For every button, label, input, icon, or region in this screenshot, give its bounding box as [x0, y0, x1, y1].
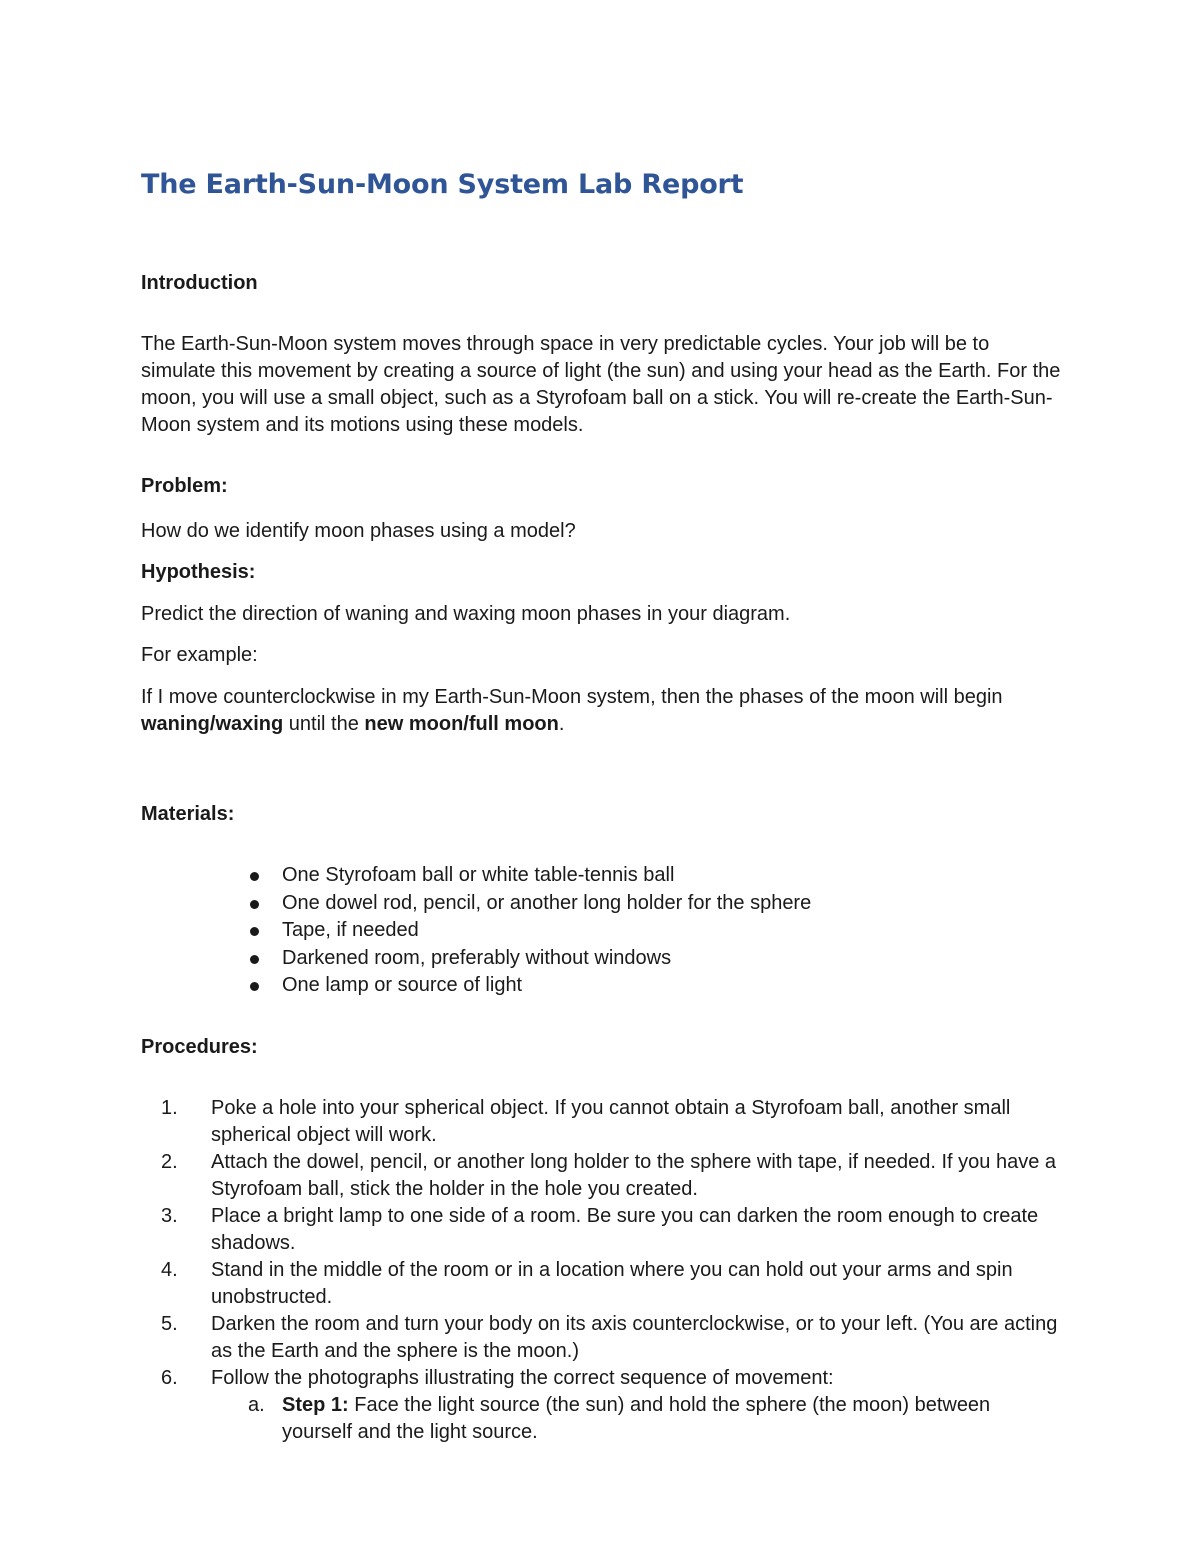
substep-letter: a.	[248, 1393, 265, 1416]
example-part-1: If I move counterclockwise in my Earth-Sun-Moon system, then the phases of the moon will begin	[141, 686, 1003, 708]
step-text: Attach the dowel, pencil, or another long holder to the sphere with tape, if needed. If you have a Styrofoam ball, stick the holder in the hole you created.	[211, 1150, 1056, 1200]
material-label: One lamp or source of light	[282, 974, 523, 996]
hypothesis-heading: Hypothesis:	[141, 561, 256, 583]
step-number: 2.	[161, 1150, 178, 1173]
step-text: Place a bright lamp to one side of a room. Be sure you can darken the room enough to create shadows.	[211, 1204, 1039, 1254]
list-item	[141, 945, 1061, 973]
bullet-icon	[250, 872, 259, 881]
bullet-icon	[250, 982, 259, 991]
list-item	[141, 862, 1061, 890]
material-label: One Styrofoam ball or white table-tennis ball	[282, 864, 675, 886]
example-part-3: .	[558, 713, 565, 735]
procedure-step	[141, 1311, 1061, 1365]
step-text: Stand in the middle of the room or in a location where you can hold out your arms and spin unobstructed.	[211, 1258, 1013, 1308]
procedure-step	[141, 1365, 1061, 1446]
materials-list	[141, 862, 1061, 1000]
problem-text: How do we identify moon phases using a model?	[141, 520, 576, 542]
substeps-list	[211, 1392, 1061, 1446]
procedure-substep	[211, 1392, 1061, 1446]
list-item	[141, 917, 1061, 945]
bullet-icon	[250, 955, 259, 964]
procedure-step	[141, 1203, 1061, 1257]
example-part-2: until the	[283, 713, 365, 735]
list-item	[141, 972, 1061, 1000]
procedures-heading: Procedures:	[141, 1035, 258, 1058]
step-text: Darken the room and turn your body on its axis counterclockwise, or to your left. (You are acting as the Earth and the sphere is the moon.)	[211, 1312, 1058, 1362]
example-label: For example:	[141, 644, 258, 666]
step-number: 1.	[161, 1096, 178, 1119]
step-text: Poke a hole into your spherical object. If you cannot obtain a Styrofoam ball, another small spherical object will work.	[211, 1096, 1011, 1146]
introduction-text: The Earth-Sun-Moon system moves through space in very predictable cycles. Your job will be to simulate this movement by creating a source of light (the sun) and using your head as the Earth. For the moon, you will use a small object, such as a Styrofoam ball on a stick. You will re-create the Earth-Sun-Moon system and its motions using these models.	[141, 333, 1061, 436]
substep-label: Step 1:	[282, 1393, 349, 1416]
material-label: Tape, if needed	[282, 919, 419, 941]
document-title: The Earth-Sun-Moon System Lab Report	[141, 169, 744, 200]
procedure-step	[141, 1149, 1061, 1203]
material-label: Darkened room, preferably without windows	[282, 946, 672, 969]
step-number: 6.	[161, 1366, 178, 1389]
example-text	[141, 684, 1061, 738]
procedure-step	[141, 1257, 1061, 1311]
bullet-icon	[250, 927, 259, 936]
example-bold-2: new moon/full moon	[364, 713, 559, 735]
introduction-heading: Introduction	[141, 272, 258, 294]
problem-heading: Problem:	[141, 475, 228, 497]
material-label: One dowel rod, pencil, or another long holder for the sphere	[282, 891, 812, 914]
hypothesis-text: Predict the direction of waning and waxing moon phases in your diagram.	[141, 603, 791, 625]
step-number: 3.	[161, 1204, 178, 1227]
procedure-step	[141, 1095, 1061, 1149]
bullet-icon	[250, 900, 259, 909]
procedures-list	[141, 1095, 1061, 1446]
step-number: 4.	[161, 1258, 178, 1281]
list-item	[141, 890, 1061, 918]
materials-heading: Materials:	[141, 803, 235, 825]
step-text: Follow the photographs illustrating the correct sequence of movement:	[211, 1366, 834, 1389]
document-page	[141, 166, 1061, 1446]
substep-text: Face the light source (the sun) and hold the sphere (the moon) between yourself and the light source.	[282, 1393, 991, 1443]
step-number: 5.	[161, 1312, 178, 1335]
example-bold-1: waning/waxing	[141, 713, 284, 735]
